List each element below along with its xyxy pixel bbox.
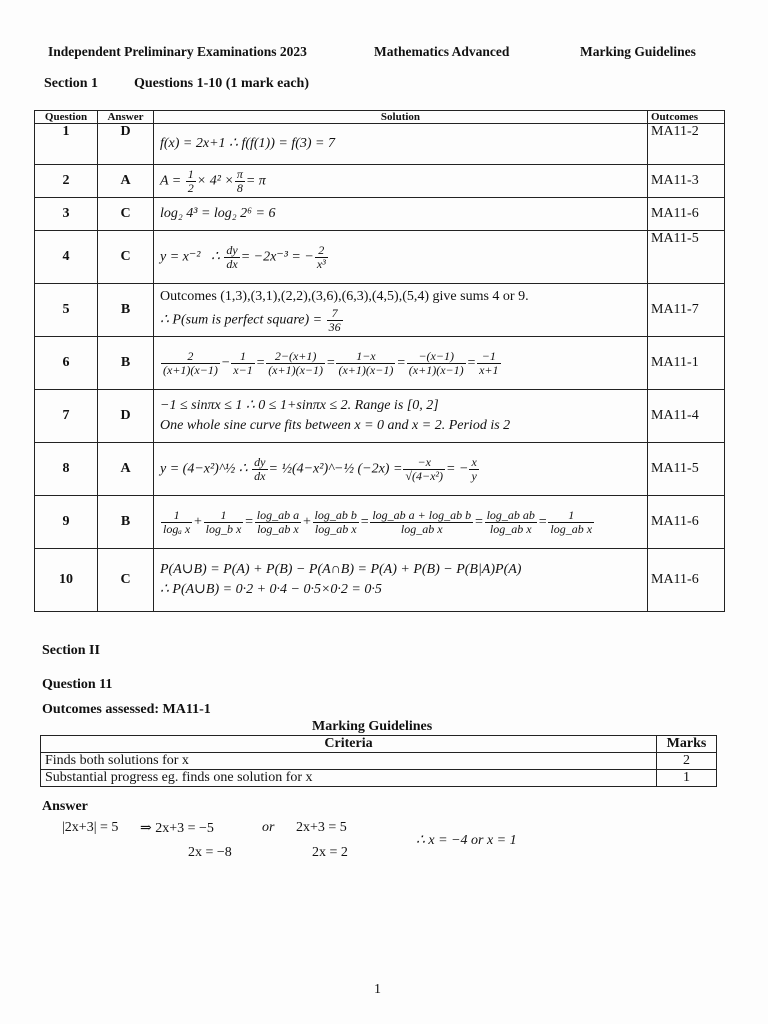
solution-text: $\frac{2}{(x+1)(x-1)}$ − $\frac{1}{x-1}$ = $\frac{2-(x+1)}{(x+1)(x-1)}$ = $\frac{1-x}{(x+1)(x-1)}$ = $\frac{-(x-1)}{(x+1)(x-1)}$ = $\frac{-1}{x+1}$ xyxy=(154,337,648,390)
solution-text: $\frac{1}{\text{logₐ x}}$ + $\frac{1}{\text{log\_b x}}$ = $\frac{\text{log\_ab a}}{\text{log\_ab x}}$ + $\frac{\text{log\_ab b}}{\text{log\_ab x}}$ = $\frac{\text{log\_ab a + log\_ab b}}{\text{log\_ab x}}$ = $\frac{\text{log\_ab ab}}{\text{log\_ab x}}$ = $\frac{1}{\text{log\_ab x}}$ xyxy=(154,496,648,549)
fraction: $\frac{1}{x-1}$ xyxy=(233,348,253,377)
criteria-header: Criteria xyxy=(41,736,657,753)
marking-guidelines-title: Marking Guidelines xyxy=(312,719,433,734)
answer-letter: C xyxy=(98,549,154,612)
outcome-code: MA11-3 xyxy=(648,165,725,198)
answer-letter: B xyxy=(98,496,154,549)
fraction: $\frac{1}{\text{log\_ab x}}$ xyxy=(550,507,593,536)
subject-title: Mathematics Advanced xyxy=(374,44,510,59)
table-row xyxy=(35,549,725,612)
table-row xyxy=(35,124,725,165)
fraction: $\frac{\text{log\_ab ab}}{\text{log\_ab x}}$ xyxy=(486,507,535,536)
table-row xyxy=(35,198,725,231)
fraction: $\frac{2}{\text{x³}}$ xyxy=(316,242,326,271)
table-header-row xyxy=(35,111,725,124)
criteria-text: Substantial progress eg. finds one solution for x xyxy=(41,770,657,787)
outcome-code: MA11-5 xyxy=(648,443,725,496)
question-number: 6 xyxy=(35,337,98,390)
criteria-text: Finds both solutions for x xyxy=(41,753,657,770)
col-answer: Answer xyxy=(98,111,154,124)
exam-title: Independent Preliminary Examinations 2023 xyxy=(48,44,307,59)
table-row xyxy=(35,231,725,284)
solution-text xyxy=(154,165,648,198)
answer-or: or xyxy=(262,820,275,835)
question-number: 7 xyxy=(35,390,98,443)
solution-part: × 4² × xyxy=(196,173,234,189)
solution-text xyxy=(154,549,648,612)
marks-value: 1 xyxy=(657,770,717,787)
question-number: 1 xyxy=(35,124,98,165)
table-header-row xyxy=(41,736,717,753)
fraction: $\frac{x}{y}$ xyxy=(471,454,477,483)
solution-line: Outcomes (1,3),(3,1),(2,2),(3,6),(6,3),(4,5),(5,4) give sums 4 or 9. xyxy=(160,288,529,304)
answer-step: 2x = −8 xyxy=(188,845,232,860)
fraction: $\frac{1}{2}$ xyxy=(187,166,194,195)
solution-part: = π xyxy=(245,173,266,189)
solution-line: −1 ≤ sinπx ≤ 1 ∴ 0 ≤ 1+sinπx ≤ 2. Range is [0, 2] xyxy=(160,398,439,413)
fraction: $\frac{-1}{x+1}$ xyxy=(479,348,499,377)
answer-letter: D xyxy=(98,390,154,443)
question-number: 8 xyxy=(35,443,98,496)
answer-step: 2x+3 = 5 xyxy=(296,820,347,835)
question-title: Question 11 xyxy=(42,677,113,692)
section-1-table xyxy=(34,110,725,612)
answer-letter: C xyxy=(98,198,154,231)
answer-result: ∴ x = −4 or x = 1 xyxy=(416,833,517,848)
document-type: Marking Guidelines xyxy=(580,44,696,59)
section-1-subtitle: Questions 1-10 (1 mark each) xyxy=(134,76,309,91)
question-number: 9 xyxy=(35,496,98,549)
table-row xyxy=(35,165,725,198)
table-row xyxy=(35,496,725,549)
question-number: 5 xyxy=(35,284,98,337)
solution-text: log₂ 4³ = log₂ 2⁶ = 6 xyxy=(154,198,648,231)
col-solution: Solution xyxy=(154,111,648,124)
table-row xyxy=(35,284,725,337)
col-question: Question xyxy=(35,111,98,124)
therefore-symbol: ∴ xyxy=(210,249,220,265)
table-row xyxy=(35,390,725,443)
fraction: $\frac{\pi}{8}$ xyxy=(236,166,243,195)
solution-text xyxy=(154,231,648,284)
derivative-fraction: $\frac{dy}{dx}$ xyxy=(226,242,238,271)
solution-line: ∴ P(sum is perfect square) = $\frac{7}{36}$ xyxy=(160,305,341,334)
answer-letter: B xyxy=(98,284,154,337)
question-number: 3 xyxy=(35,198,98,231)
table-row xyxy=(35,443,725,496)
fraction: $\frac{\text{log\_ab b}}{\text{log\_ab x}}$ xyxy=(314,507,357,536)
answer-letter: D xyxy=(98,124,154,165)
fraction: $\frac{1}{\text{logₐ x}}$ xyxy=(163,507,191,536)
outcomes-assessed: Outcomes assessed: MA11-1 xyxy=(42,702,211,717)
derivative-fraction: $\frac{dy}{dx}$ xyxy=(254,454,266,483)
solution-text xyxy=(154,284,648,337)
outcome-code: MA11-6 xyxy=(648,198,725,231)
fraction: $\frac{-x}{\text{√(4−x²)}}$ xyxy=(405,454,444,483)
fraction: $\frac{\text{log\_ab a + log\_ab b}}{\text{log\_ab x}}$ xyxy=(372,507,472,536)
question-number: 2 xyxy=(35,165,98,198)
page-number: 1 xyxy=(374,982,381,997)
solution-part: A = xyxy=(160,173,185,189)
answer-step: 2x = 2 xyxy=(312,845,348,860)
fraction: $\frac{2}{(x+1)(x-1)}$ xyxy=(163,348,218,377)
marks-header: Marks xyxy=(657,736,717,753)
outcome-code: MA11-7 xyxy=(648,284,725,337)
outcome-code: MA11-6 xyxy=(648,549,725,612)
marks-value: 2 xyxy=(657,753,717,770)
solution-line: ∴ P(A∪B) = 0·2 + 0·4 − 0·5×0·2 = 0·5 xyxy=(160,582,382,597)
question-number: 4 xyxy=(35,231,98,284)
fraction: $\frac{1}{\text{log\_b x}}$ xyxy=(205,507,242,536)
fraction: $\frac{2-(x+1)}{(x+1)(x-1)}$ xyxy=(268,348,324,377)
outcome-code: MA11-2 xyxy=(648,124,725,165)
answer-letter: A xyxy=(98,443,154,496)
outcome-code: MA11-1 xyxy=(648,337,725,390)
answer-label: Answer xyxy=(42,799,88,814)
answer-letter: B xyxy=(98,337,154,390)
solution-text: f(x) = 2x+1 ∴ f(f(1)) = f(3) = 7 xyxy=(154,124,648,165)
answer-letter: A xyxy=(98,165,154,198)
outcome-code: MA11-5 xyxy=(648,231,725,284)
question-number: 10 xyxy=(35,549,98,612)
answer-step: ⇒ 2x+3 = −5 xyxy=(140,821,214,836)
fraction: $\frac{7}{36}$ xyxy=(328,305,341,334)
col-outcomes: Outcomes xyxy=(648,111,725,124)
table-row xyxy=(41,770,717,787)
section-1-title: Section 1 xyxy=(44,76,99,91)
solution-part: y = x⁻² xyxy=(160,249,201,265)
fraction: $\frac{1-x}{(x+1)(x-1)}$ xyxy=(338,348,394,377)
fraction: $\frac{\text{log\_ab a}}{\text{log\_ab x}}$ xyxy=(256,507,300,536)
solution-text: y = (4−x²)^½ ∴ $\frac{dy}{dx}$ = ½(4−x²)^−½ (−2x) = $\frac{-x}{\text{√(4−x²)}}$ = − $\frac{x}{y}$ xyxy=(154,443,648,496)
answer-letter: C xyxy=(98,231,154,284)
table-row xyxy=(41,753,717,770)
marking-guidelines-table xyxy=(40,735,717,787)
solution-text xyxy=(154,390,648,443)
outcome-code: MA11-4 xyxy=(648,390,725,443)
section-2-title: Section II xyxy=(42,643,100,658)
table-row xyxy=(35,337,725,390)
outcome-code: MA11-6 xyxy=(648,496,725,549)
fraction: $\frac{-(x-1)}{(x+1)(x-1)}$ xyxy=(408,348,464,377)
solution-line: One whole sine curve fits between x = 0 and x = 2. Period is 2 xyxy=(160,418,511,433)
solution-part: = −2x⁻³ = − xyxy=(240,249,314,265)
answer-equation: |2x+3| = 5 xyxy=(62,820,119,835)
solution-line: P(A∪B) = P(A) + P(B) − P(A∩B) = P(A) + P(B) − P(B|A)P(A) xyxy=(160,562,522,577)
